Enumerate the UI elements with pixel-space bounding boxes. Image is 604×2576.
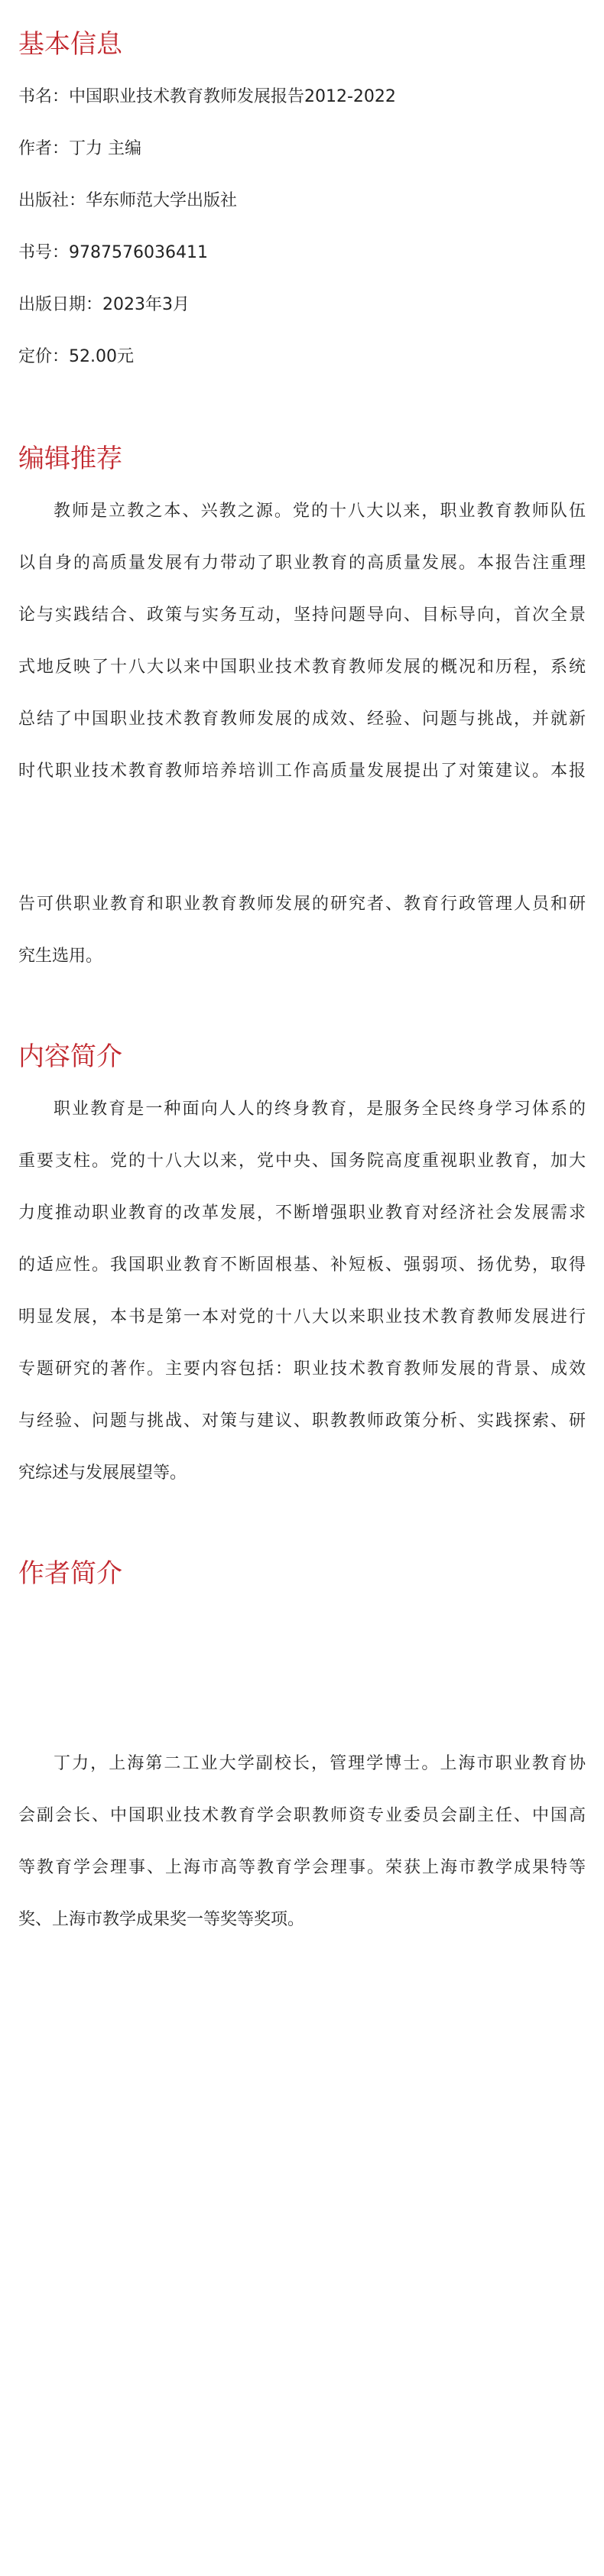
content-summary-heading: 内容简介 [18,1041,122,1072]
book-publisher-field: 出版社：华东师范大学出版社 [18,191,238,210]
author-intro-line: 丁力，上海第二工业大学副校长，管理学博士。上海市职业教育协 [54,1754,586,1773]
editor-recommendation-heading: 编辑推荐 [18,443,122,474]
content-summary-line: 与经验、问题与挑战、对策与建议、职教教师政策分析、实践探索、研 [18,1411,586,1431]
editor-recommendation-line: 式地反映了十八大以来中国职业技术教育教师发展的概况和历程，系统 [18,658,586,677]
author-intro-line: 奖、上海市教学成果奖一等奖等奖项。 [18,1910,305,1929]
editor-recommendation-line: 教师是立教之本、兴教之源。党的十八大以来，职业教育教师队伍 [54,502,586,521]
content-summary-line: 职业教育是一种面向人人的终身教育，是服务全民终身学习体系的 [54,1100,586,1119]
content-summary-line: 究综述与发展展望等。 [18,1463,187,1483]
editor-recommendation-line: 告可供职业教育和职业教育教师发展的研究者、教育行政管理人员和研 [18,895,586,914]
author-intro-line: 等教育学会理事、上海市高等教育学会理事。荣获上海市教学成果特等 [18,1858,586,1877]
author-intro-line: 会副会长、中国职业技术教育学会职教师资专业委员会副主任、中国高 [18,1806,586,1825]
content-summary-line: 的适应性。我国职业教育不断固根基、补短板、强弱项、扬优势，取得 [18,1256,586,1275]
author-intro-heading: 作者简介 [18,1558,122,1589]
book-pub-date-field: 出版日期：2023年3月 [18,295,190,314]
content-summary-line: 力度推动职业教育的改革发展，不断增强职业教育对经济社会发展需求 [18,1204,586,1223]
book-title-field: 书名：中国职业技术教育教师发展报告2012-2022 [18,87,396,106]
content-summary-line: 明显发展，本书是第一本对党的十八大以来职业技术教育教师发展进行 [18,1307,586,1327]
book-author-field: 作者：丁力 主编 [18,139,141,158]
content-summary-line: 专题研究的著作。主要内容包括：职业技术教育教师发展的背景、成效 [18,1359,586,1379]
editor-recommendation-line: 以自身的高质量发展有力带动了职业教育的高质量发展。本报告注重理 [18,554,586,573]
editor-recommendation-line: 时代职业技术教育教师培养培训工作高质量发展提出了对策建议。本报 [18,762,586,781]
editor-recommendation-line: 总结了中国职业技术教育教师发展的成效、经验、问题与挑战，并就新 [18,710,586,729]
editor-recommendation-line: 论与实践结合、政策与实务互动，坚持问题导向、目标导向，首次全景 [18,606,586,625]
basic-info-heading: 基本信息 [18,29,122,60]
book-isbn-field: 书号：9787576036411 [18,243,208,262]
book-price-field: 定价：52.00元 [18,347,134,366]
editor-recommendation-line: 究生选用。 [18,947,103,966]
content-summary-line: 重要支柱。党的十八大以来，党中央、国务院高度重视职业教育，加大 [18,1152,586,1171]
